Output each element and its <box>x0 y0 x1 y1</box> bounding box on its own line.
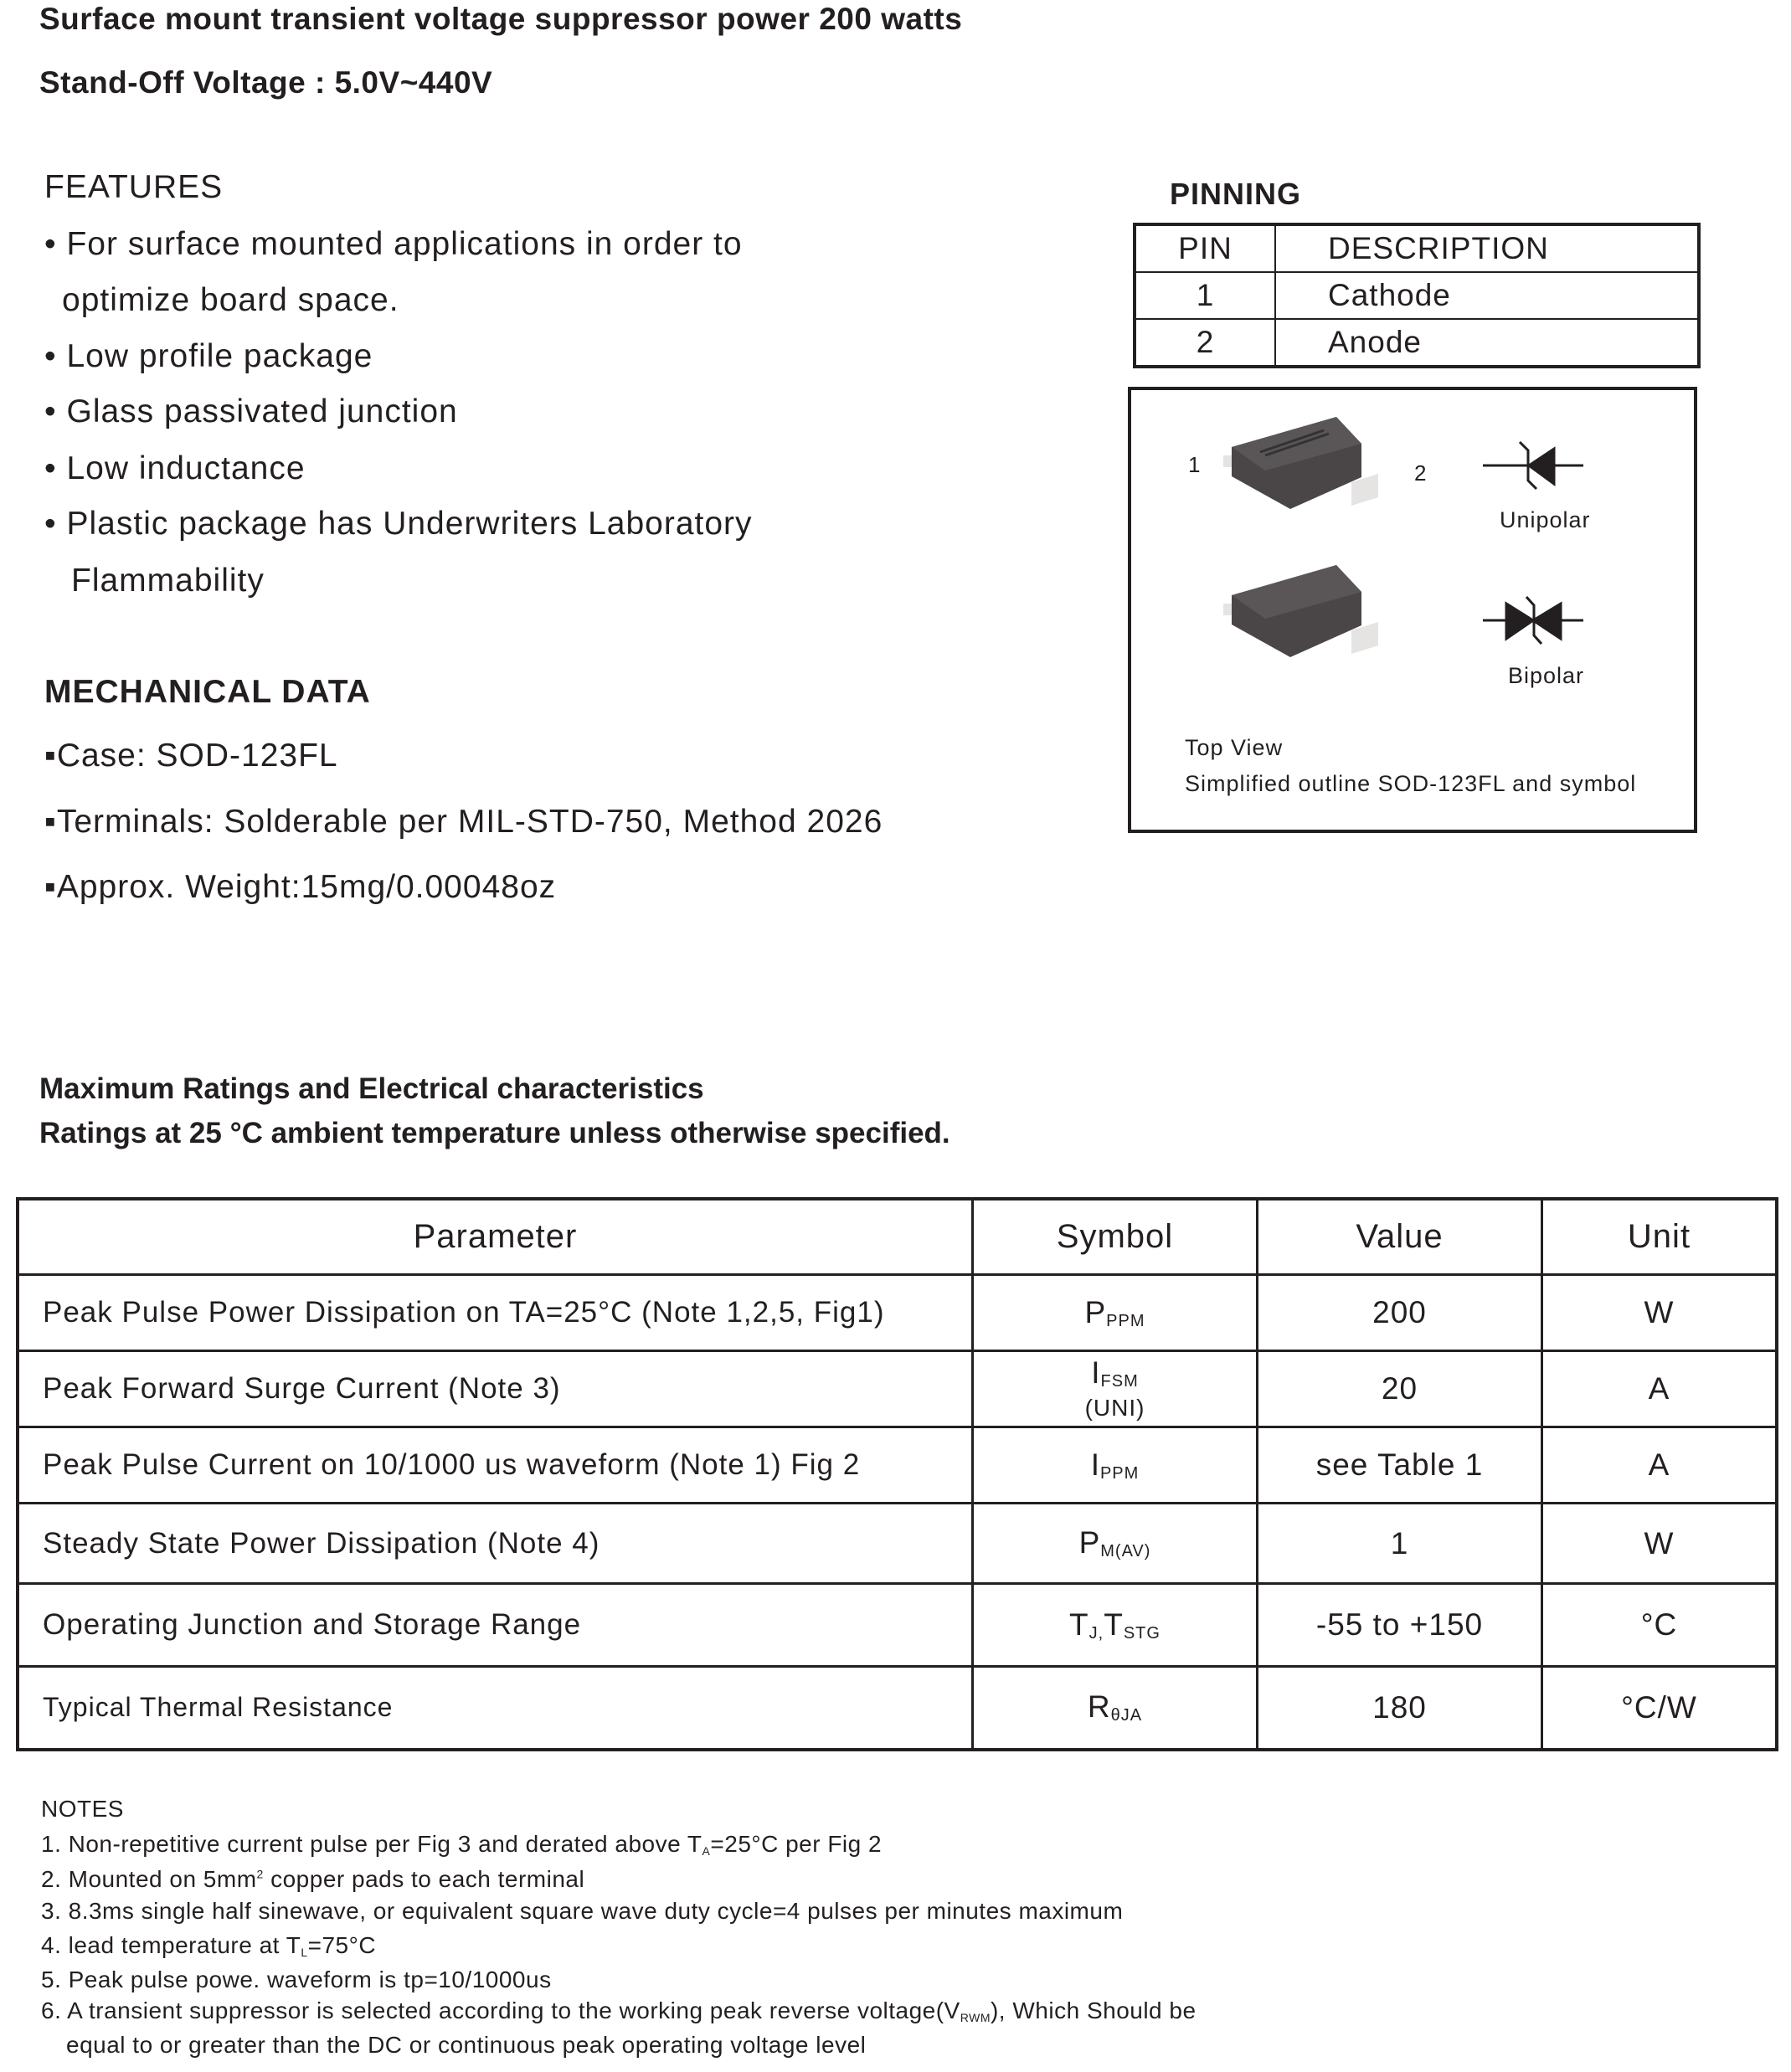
symbol-subscript: J, <box>1088 1623 1104 1643</box>
symbol-subscript: STG <box>1123 1623 1161 1643</box>
feature-item: • For surface mounted applications in order to <box>44 226 743 262</box>
unit-cell: A <box>1542 1427 1778 1504</box>
unit-cell: °C <box>1542 1584 1778 1667</box>
note-subscript: RWM <box>960 2011 991 2024</box>
unit-cell: A <box>1542 1351 1778 1427</box>
note-3: 3. 8.3ms single half sinewave, or equivalent square wave duty cycle=4 pulses per minutes maximum <box>41 1898 1124 1924</box>
symbol-cell <box>973 1275 1258 1351</box>
pinning-table <box>1133 223 1701 368</box>
feature-item: optimize board space. <box>62 282 399 318</box>
table-header-row <box>1135 224 1699 272</box>
symbol: P <box>1084 1294 1107 1329</box>
unipolar-tvs-symbol-icon <box>1483 442 1583 489</box>
note-text: copper pads to each terminal <box>263 1866 585 1892</box>
pin1-label: 1 <box>1188 452 1201 477</box>
symbol-subscript: M(AV) <box>1100 1542 1151 1560</box>
symbol-subscript: PPM <box>1099 1463 1140 1483</box>
pin-header: PIN <box>1135 224 1275 272</box>
table-row <box>18 1584 1777 1667</box>
unit-header: Unit <box>1542 1199 1778 1275</box>
pin-number: 2 <box>1135 319 1275 367</box>
bipolar-tvs-symbol-icon <box>1483 597 1583 644</box>
mechanical-item: ▪Case: SOD-123FL <box>44 738 338 774</box>
pin-description: Anode <box>1275 319 1699 367</box>
note-2 <box>41 1866 584 1893</box>
pin-description: Cathode <box>1275 272 1699 319</box>
symbol: T <box>1104 1607 1124 1642</box>
table-row <box>18 1427 1777 1504</box>
note-subscript: L <box>301 1946 308 1959</box>
symbol-cell <box>973 1584 1258 1667</box>
note-text: =25°C per Fig 2 <box>710 1831 883 1857</box>
symbol: I <box>1090 1447 1100 1482</box>
value-cell: 20 <box>1258 1351 1542 1427</box>
note-1 <box>41 1831 882 1858</box>
symbol-subscript: θJA <box>1110 1706 1143 1725</box>
symbol-cell <box>973 1504 1258 1584</box>
value-cell: -55 to +150 <box>1258 1584 1542 1667</box>
notes-heading: NOTES <box>41 1796 124 1822</box>
note-6 <box>41 1997 1197 2024</box>
feature-item: • Low profile package <box>44 338 373 374</box>
value-header: Value <box>1258 1199 1542 1275</box>
table-row <box>18 1667 1777 1750</box>
parameter-header: Parameter <box>18 1199 973 1275</box>
note-subscript: A <box>702 1844 711 1858</box>
unit-cell: °C/W <box>1542 1667 1778 1750</box>
symbol-subscript: PPM <box>1106 1311 1145 1330</box>
table-row <box>18 1275 1777 1351</box>
parameter-cell: Peak Forward Surge Current (Note 3) <box>18 1351 973 1427</box>
symbol-cell <box>973 1351 1258 1427</box>
bipolar-package-icon <box>1223 565 1378 657</box>
top-view-label: Top View <box>1185 735 1284 760</box>
note-text: =75°C <box>307 1932 377 1958</box>
unit-cell: W <box>1542 1275 1778 1351</box>
note-text: 2. Mounted on 5mm <box>41 1866 257 1892</box>
ratings-table <box>16 1197 1778 1751</box>
symbol: R <box>1087 1689 1111 1725</box>
symbol-subscript: FSM <box>1100 1372 1139 1391</box>
description-header: DESCRIPTION <box>1275 224 1699 272</box>
note-text: 4. lead temperature at T <box>41 1932 301 1958</box>
note-text: 1. Non-repetitive current pulse per Fig 3 and derated above T <box>41 1831 703 1857</box>
feature-item: Flammability <box>71 563 265 599</box>
parameter-cell: Operating Junction and Storage Range <box>18 1584 973 1667</box>
note-text: 6. A transient suppressor is selected according to the working peak reverse voltage(V <box>41 1997 960 2023</box>
diagram-caption: Simplified outline SOD-123FL and symbol <box>1185 771 1637 796</box>
table-row <box>1135 319 1699 367</box>
standoff-voltage: Stand-Off Voltage : 5.0V~440V <box>39 65 493 100</box>
feature-item: • Low inductance <box>44 450 306 486</box>
note-text: ), Which Should be <box>990 1997 1197 2023</box>
parameter-cell: Typical Thermal Resistance <box>18 1667 973 1750</box>
unipolar-package-icon <box>1223 417 1378 509</box>
bipolar-label: Bipolar <box>1508 663 1585 688</box>
pin2-label: 2 <box>1414 460 1427 486</box>
symbol: T <box>1069 1607 1089 1642</box>
note-5: 5. Peak pulse powe. waveform is tp=10/1000us <box>41 1967 552 1992</box>
symbol-note: (UNI) <box>1084 1395 1145 1421</box>
mechanical-heading: MECHANICAL DATA <box>44 674 371 710</box>
table-row <box>1135 272 1699 319</box>
unipolar-label: Unipolar <box>1500 507 1591 532</box>
feature-item: • Glass passivated junction <box>44 393 458 429</box>
mechanical-item: ▪Terminals: Solderable per MIL-STD-750, Method 2026 <box>44 804 883 840</box>
ratings-subheading: Ratings at 25 °C ambient temperature unless otherwise specified. <box>39 1117 950 1149</box>
symbol: I <box>1091 1355 1101 1390</box>
note-4 <box>41 1932 376 1959</box>
table-row <box>18 1504 1777 1584</box>
note-superscript: 2 <box>256 1867 264 1881</box>
package-drawing <box>1131 390 1694 830</box>
mechanical-item: ▪Approx. Weight:15mg/0.00048oz <box>44 869 557 905</box>
symbol-cell <box>973 1427 1258 1504</box>
pinning-heading: PINNING <box>1170 177 1302 211</box>
value-cell: 200 <box>1258 1275 1542 1351</box>
value-cell: 1 <box>1258 1504 1542 1584</box>
package-diagram <box>1128 387 1697 833</box>
parameter-cell: Peak Pulse Current on 10/1000 us waveform (Note 1) Fig 2 <box>18 1427 973 1504</box>
symbol-header: Symbol <box>973 1199 1258 1275</box>
value-cell: 180 <box>1258 1667 1542 1750</box>
pin-number: 1 <box>1135 272 1275 319</box>
symbol-cell <box>973 1667 1258 1750</box>
features-heading: FEATURES <box>44 169 224 205</box>
note-6-continued: equal to or greater than the DC or continuous peak operating voltage level <box>66 2032 867 2058</box>
product-title: Surface mount transient voltage suppressor power 200 watts <box>39 2 963 36</box>
parameter-cell: Steady State Power Dissipation (Note 4) <box>18 1504 973 1584</box>
value-cell: see Table 1 <box>1258 1427 1542 1504</box>
feature-item: • Plastic package has Underwriters Laboratory <box>44 506 753 542</box>
parameter-cell: Peak Pulse Power Dissipation on TA=25°C (Note 1,2,5, Fig1) <box>18 1275 973 1351</box>
unit-cell: W <box>1542 1504 1778 1584</box>
ratings-heading: Maximum Ratings and Electrical characteristics <box>39 1072 704 1105</box>
table-header-row <box>18 1199 1777 1275</box>
table-row <box>18 1351 1777 1427</box>
symbol: P <box>1078 1525 1101 1560</box>
